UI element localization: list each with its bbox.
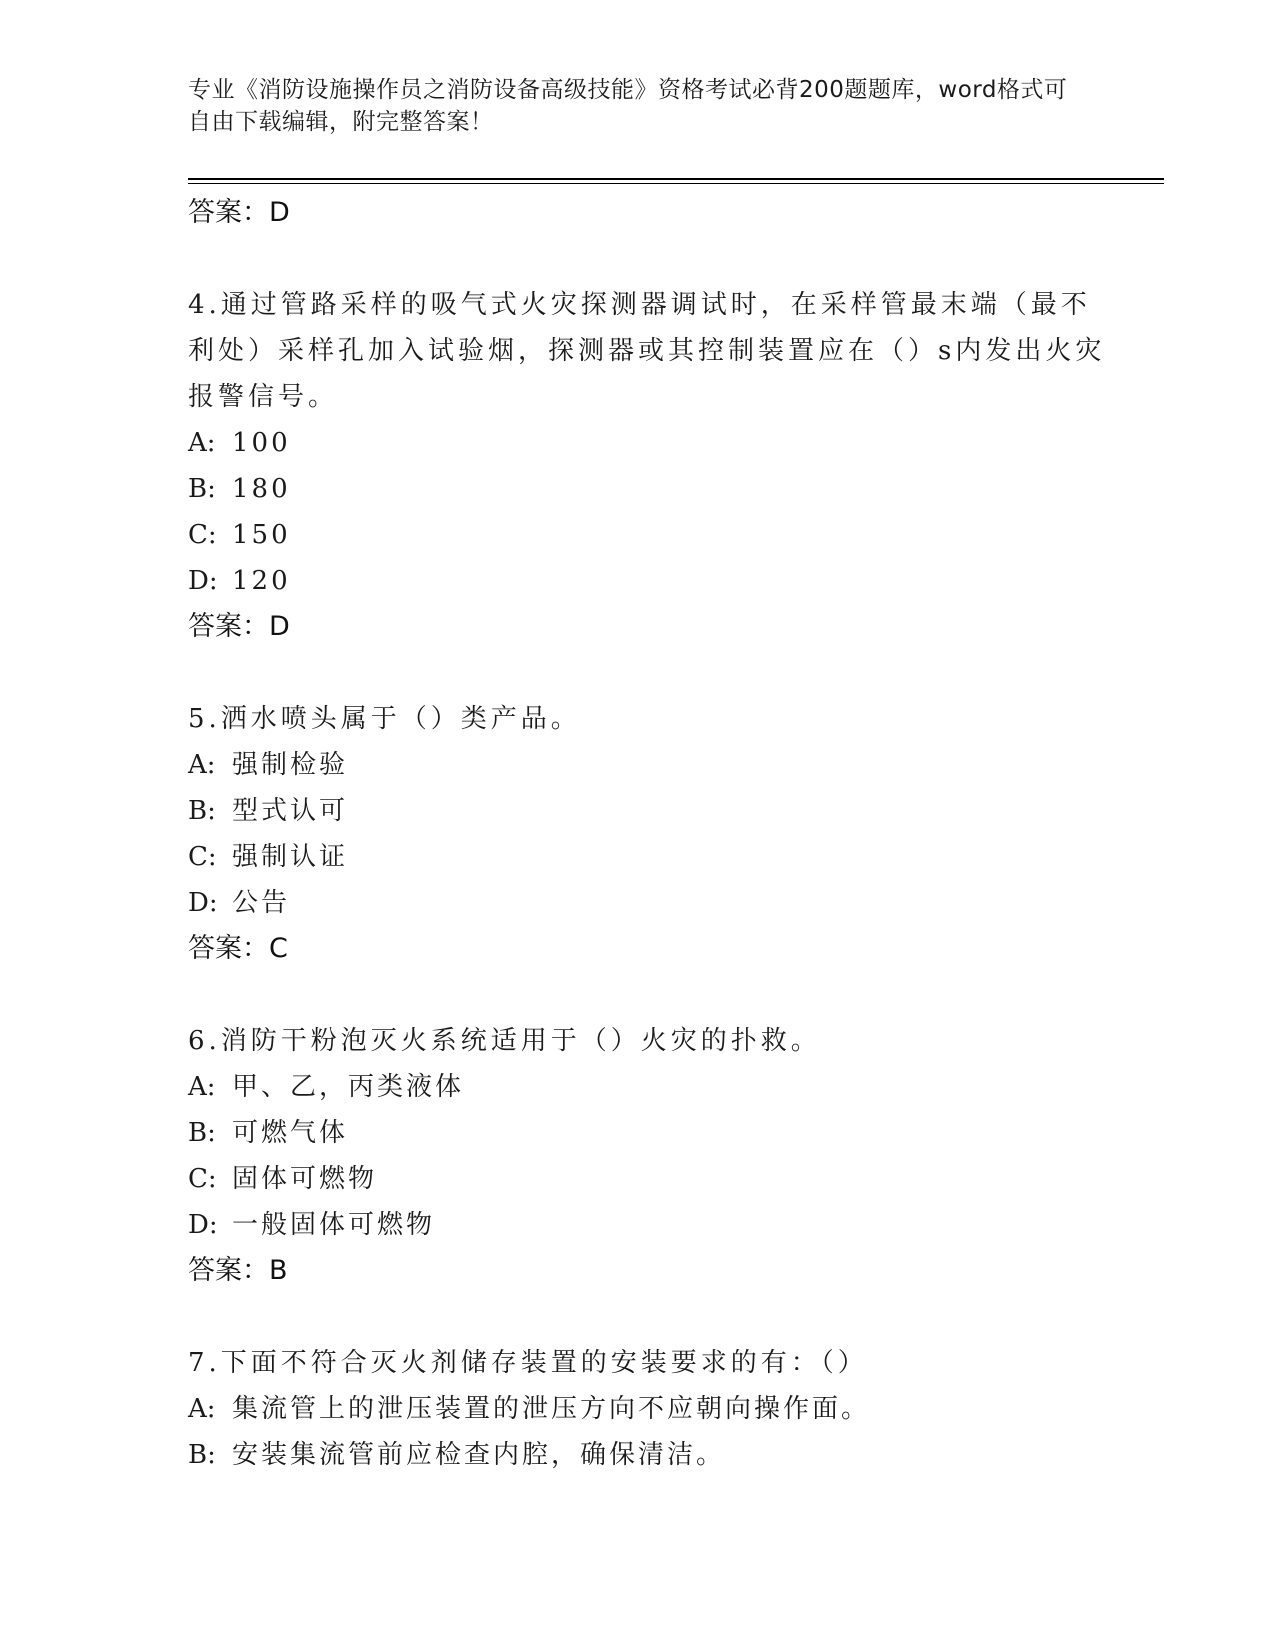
option-key: C: [188,520,217,550]
option-b [188,1110,1118,1156]
question-stem: 5.洒水喷头属于（）类产品。 [188,704,581,734]
option-d [188,558,1118,604]
option-b [188,466,1118,512]
option-text: 公告 [232,888,291,918]
option-text: 100 [232,428,291,458]
option-key: D: [188,888,218,918]
option-c [188,512,1118,558]
option-text: 集流管上的泄压装置的泄压方向不应朝向操作面。 [232,1394,871,1424]
option-a [188,1386,1118,1432]
question-stem: 7.下面不符合灭火剂储存装置的安装要求的有：（） [188,1348,868,1378]
option-key: B: [188,796,216,826]
option-text: 固体可燃物 [232,1164,378,1194]
answer-line: 答案：D [188,611,290,642]
option-key: A: [188,750,216,780]
option-text: 甲、乙，丙类液体 [232,1072,465,1102]
option-key: D: [188,566,218,596]
answer-line: 答案：C [188,933,288,964]
question-stem: 6.消防干粉泡灭火系统适用于（）火灾的扑救。 [188,1026,821,1056]
option-d [188,880,1118,926]
answer-line: 答案：D [188,197,290,228]
option-key: C: [188,1164,217,1194]
option-key: B: [188,1440,216,1470]
option-a [188,742,1118,788]
question-item [188,1018,1118,1294]
question-item [188,282,1118,650]
option-a [188,1064,1118,1110]
option-key: B: [188,474,216,504]
question-stem: 4.通过管路采样的吸气式火灾探测器调试时，在采样管最末端（最不利处）采样孔加入试验烟，探测器或其控制装置应在（）s内发出火灾报警信号。 [188,290,1106,412]
option-a [188,420,1118,466]
option-text: 150 [232,520,291,550]
header-rule-thin [188,183,1164,184]
option-text: 120 [232,566,291,596]
option-key: B: [188,1118,216,1148]
option-d [188,1202,1118,1248]
option-text: 强制认证 [232,842,349,872]
option-c [188,834,1118,880]
option-key: C: [188,842,217,872]
option-key: A: [188,1394,216,1424]
option-text: 强制检验 [232,750,349,780]
option-text: 180 [232,474,291,504]
header-rule-thick [188,178,1164,180]
option-c [188,1156,1118,1202]
option-key: A: [188,1072,216,1102]
option-text: 安装集流管前应检查内腔，确保清洁。 [232,1440,726,1470]
question-item [188,696,1118,972]
option-text: 可燃气体 [232,1118,349,1148]
option-b [188,788,1118,834]
option-key: A: [188,428,216,458]
option-key: D: [188,1210,218,1240]
option-b [188,1432,1118,1478]
answer-line: 答案：B [188,1255,288,1286]
question-list [188,190,1118,1478]
question-item [188,1340,1118,1478]
option-text: 一般固体可燃物 [232,1210,436,1240]
document-header: 专业《消防设施操作员之消防设备高级技能》资格考试必背200题题库，word格式可自由下载编辑，附完整答案！ [188,77,1068,135]
option-text: 型式认可 [232,796,349,826]
